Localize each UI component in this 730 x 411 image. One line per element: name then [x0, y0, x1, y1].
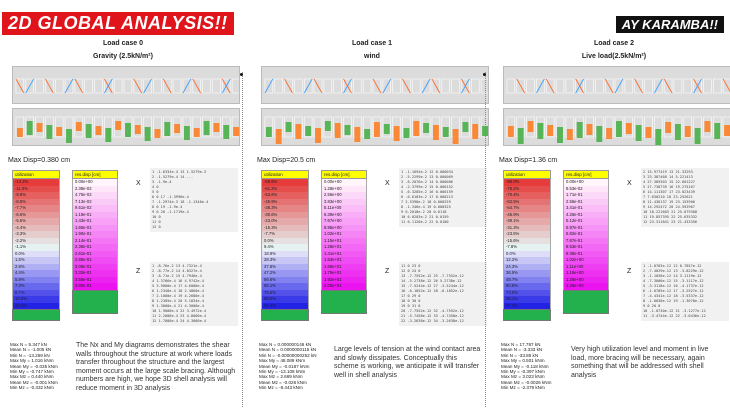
stat-line: Mean My = -0.035 kNm: [10, 363, 58, 369]
structural-model-utilization: [503, 66, 730, 104]
stat-line: Max N = 0.000000146 kN: [259, 342, 312, 347]
table-row: 9 1.3000e-4 21 4.3000e-4: [152, 304, 204, 308]
table-row: 12 0 24 0: [401, 269, 421, 273]
table-row: 10 6.0203e-2 21 0.0159: [401, 215, 449, 219]
legend-cell: 8.7%: [12, 290, 60, 297]
legend-cell: 2.38e-02: [72, 186, 118, 193]
table-row: 4 0: [152, 185, 159, 189]
legend-cell: -46.9%: [503, 212, 551, 219]
legend-cell: -86.0%: [503, 179, 551, 186]
x-reaction-table: [399, 168, 487, 227]
displacement-legend: [72, 170, 118, 314]
legend-cell: 7.67e-01: [563, 238, 609, 245]
table-row: 6 0 17 -1.3996e-4: [152, 195, 189, 199]
legend-cell: 1.79e+01: [321, 270, 367, 277]
stat-line: Min Mz = -0.332 kNm: [10, 385, 54, 391]
case-heading: [312, 37, 432, 63]
page-title: 2D GLOBAL ANALYSIS!!: [2, 12, 234, 35]
table-row: 7 2.5398e-2 18 0.000259: [401, 200, 451, 204]
stat-line: Min My = -0.747 kNm: [10, 369, 54, 375]
stat-line: Mean Mz = -0.0026 kNm: [501, 379, 552, 385]
utilization-legend: [12, 170, 60, 321]
legend-cell: 66.1%: [261, 283, 309, 290]
legend-cell: 1.19e+00: [563, 270, 609, 277]
legend-cell: -38.3%: [261, 205, 309, 212]
legend-cell: 2.61e-01: [72, 251, 118, 258]
stat-line: Min My = -13.108 kNm: [259, 369, 306, 375]
case-load: wind: [364, 53, 380, 60]
legend-cell: -7.7%: [12, 205, 60, 212]
legend-cell: 1.90e-01: [72, 231, 118, 238]
stat-line: Mean My = -0.0187 kNm: [259, 363, 310, 369]
table-row: 11 19.857395 22 25.635332: [643, 215, 698, 219]
analysis-description: Very high utilization level and moment in live load, more bracing will be necessary, again something that will be addressed with shell analysis: [571, 346, 709, 379]
structural-model-utilization: [12, 66, 240, 104]
table-row: 14 -5.2738e-12 26 5.2738e-12: [401, 279, 462, 283]
legend-cell: 0.00e+00: [72, 179, 118, 186]
legend-cell: 8.53e-01: [563, 244, 609, 251]
stat-line: Mean Mz = -0.026 kNm: [259, 379, 307, 385]
stat-line: Max Mz = 0.440 kNm: [10, 374, 54, 380]
legend-cell: -61.2%: [261, 186, 309, 193]
legend-cell: -5.5%: [12, 218, 60, 225]
legend-cell: 1.28e+00: [563, 277, 609, 284]
team-badge: AY KARAMBA!!: [616, 16, 724, 33]
stat-line: Max My = 0.501 kNm: [501, 358, 545, 364]
stat-line: Mean My = -0.118 kNm: [501, 363, 549, 369]
table-row: 8 1.2305e-4 20 5.1834e-4: [152, 299, 204, 303]
legend-cell: 2.38e-01: [72, 244, 118, 251]
legend-cell: 0.00e+00: [321, 179, 367, 186]
legend-cell: -68.8%: [261, 179, 309, 186]
axis-label-x: X: [136, 180, 141, 187]
legend-header: utilization: [503, 170, 551, 179]
table-row: 18 0 30 0: [401, 299, 421, 303]
table-row: 5 3.9000e-4 17 4.6000e-4: [152, 284, 204, 288]
legend-cell: 3.56e-01: [72, 277, 118, 284]
stat-line: Mean N = -1.005 kN: [10, 347, 52, 353]
legend-cell: 11.6%: [12, 303, 60, 310]
z-reaction-table: [399, 262, 487, 326]
table-row: 1 -1.6334e-4 13 1.5279e-3: [152, 170, 207, 174]
table-row: 8 0 19 -1.9e-4: [152, 205, 183, 209]
table-row: 4 -7.3000e-12 15 -3.1117e-12: [643, 279, 704, 283]
legend-cell: 1.11e+00: [563, 264, 609, 271]
table-row: 19 0 31 0: [401, 304, 421, 308]
case-title: Load case 2: [593, 40, 635, 47]
table-row: 3 -1.9e-4: [152, 180, 172, 184]
stat-line: Max Mz = 3.023 kNm: [501, 374, 545, 380]
legend-cell: 24.3%: [503, 264, 551, 271]
legend-cell: 1.41e+01: [321, 251, 367, 258]
table-row: 2 -7.4029e-12 13 -3.8229e-12: [643, 269, 704, 273]
axis-label-z: Z: [627, 268, 632, 275]
analysis-description: Large levels of tension at the wind contact area and slowly dissipates. Conceptually this scheme is working, we anticipate it will transfer well in shell analysis: [334, 346, 481, 379]
table-row: 16 -6.1852e-12 28 -6.1852e-12: [401, 289, 464, 293]
z-reaction-table: [641, 262, 729, 321]
legend-cell: 9.4%: [261, 244, 309, 251]
legend-cell: 9.38e-01: [563, 251, 609, 258]
legend-cell: 1.28e+00: [321, 186, 367, 193]
legend-cell: -7.7%: [261, 231, 309, 238]
legend-cell: 2.14e-01: [72, 238, 118, 245]
displacement-legend: [321, 170, 367, 314]
utilization-legend: [261, 170, 309, 321]
stat-line: Max N = 5.347 kN: [10, 342, 47, 347]
table-row: 7 -1.2974e-3 18 -1.1346e-4: [152, 200, 209, 204]
table-row: 10 -1.0730e-12 21 -3.1277e-12: [643, 309, 706, 313]
axis-label-x: X: [385, 180, 390, 187]
legend-cell: -3.3%: [12, 231, 60, 238]
table-row: 11 0: [152, 220, 161, 224]
case-load: Gravity (2.5kN/m²): [93, 53, 153, 60]
table-row: 5 27.738739 16 19.275167: [643, 185, 695, 189]
force-statistics: [10, 342, 58, 391]
legend-cell: 3.09e-01: [72, 264, 118, 271]
legend-cell: -78.2%: [503, 186, 551, 193]
legend-cell: 47.2%: [261, 270, 309, 277]
table-row: 6 -1.0705e-12 17 -3.2527e-12: [643, 289, 704, 293]
legend-cell: -15.3%: [261, 225, 309, 232]
table-row: 12 23.311841 23 21.433356: [643, 220, 698, 224]
axis-label-z: Z: [136, 268, 141, 275]
table-row: 7 7.630210 18 23.252621: [643, 195, 693, 199]
legend-cell: 10.2%: [12, 296, 60, 303]
legend-cell: 56.6%: [261, 277, 309, 284]
legend-cell: 4.26e-01: [563, 212, 609, 219]
legend-cell: 2.56e-01: [563, 199, 609, 206]
legend-cell: 1.66e+01: [321, 264, 367, 271]
legend-cell: -2.2%: [12, 238, 60, 245]
legend-cell: 6.82e-01: [563, 231, 609, 238]
legend-cell: 4.4%: [12, 270, 60, 277]
legend-cell: -13.2%: [12, 179, 60, 186]
legend-cell: 6.39e+00: [321, 212, 367, 219]
legend-cell: -4.4%: [12, 225, 60, 232]
table-row: 9 14.292472 20 24.592967: [643, 205, 695, 209]
legend-cell: 1.43e-01: [72, 218, 118, 225]
legend-cell: 60.8%: [503, 283, 551, 290]
legend-cell: -70.4%: [503, 192, 551, 199]
structural-model-utilization: [261, 66, 489, 104]
legend-cell: 97.3%: [503, 303, 551, 310]
table-row: 4 -2.3799e-2 15 0.000152: [401, 185, 453, 189]
legend-cell: 9.51e-02: [72, 205, 118, 212]
stat-line: Min My = -0.397 kNm: [501, 369, 545, 375]
separator-dot: [483, 73, 486, 76]
legend-cell: 7.13e-02: [72, 199, 118, 206]
legend-cell: 4.75e-02: [72, 192, 118, 199]
table-row: 1 -1.0703e-12 12 0.7857e-12: [643, 264, 702, 268]
legend-cell: 7.3%: [12, 283, 60, 290]
table-row: 12 1.7000e-4 24 4.3000e-4: [152, 319, 207, 323]
legend-cell: 2.85e-01: [72, 257, 118, 264]
legend-cell: 5.97e-01: [563, 225, 609, 232]
table-row: 13 -7.7552e-12 25 -7.7552e-12: [401, 274, 464, 278]
table-row: 2 -8.77e-2 14 4.8327e-4: [152, 269, 202, 273]
legend-cell: 0.0%: [503, 251, 551, 258]
legend-cell: -39.1%: [503, 218, 551, 225]
legend-cell: 37.8%: [261, 264, 309, 271]
legend-cell: -45.9%: [261, 199, 309, 206]
legend-cell: 28.3%: [261, 257, 309, 264]
legend-cell: 5.12e-01: [563, 218, 609, 225]
legend-cell: 5.8%: [12, 277, 60, 284]
legend-cell: 7.67e+00: [321, 218, 367, 225]
table-row: 1 -1.1694e-2 12 0.000034: [401, 170, 453, 174]
stat-line: Min N = -0.00000000252 kN: [259, 352, 317, 358]
legend-cell: 1.02e+00: [563, 257, 609, 264]
table-row: 8 11.436137 19 23.153906: [643, 200, 695, 204]
table-row: 7 2.1000e-4 19 4.2680e-4: [152, 294, 204, 298]
table-row: 4 27.389303 15 22.601227: [643, 180, 695, 184]
max-displacement: Max Disp=0.380 cm: [8, 157, 71, 164]
stat-line: Min Mz = -8.443 kNm: [259, 385, 303, 391]
table-row: 5 -3.3118e-12 16 -4.1737e-12: [643, 284, 704, 288]
legend-cell: 1.71e-01: [563, 192, 609, 199]
legend-cell: -53.6%: [261, 192, 309, 199]
legend-swatch: [503, 309, 551, 321]
legend-cell: 1.66e-01: [72, 225, 118, 232]
legend-cell: 2.56e+00: [321, 192, 367, 199]
legend-cell: -7.8%: [503, 244, 551, 251]
legend-cell: 3.83e+00: [321, 199, 367, 206]
utilization-legend: [503, 170, 551, 321]
table-row: 1 -8.76e-2 13 4.7321e-4: [152, 264, 202, 268]
separator-dot: [240, 73, 243, 76]
table-row: 6 1.2340e-4 18 2.4860e-4: [152, 289, 204, 293]
table-row: 21 -5.7458e-12 33 -4.7458e-12: [401, 314, 464, 318]
stat-line: Max N = 17.787 kN: [501, 342, 541, 347]
stat-line: Mean Mz = -0.001 kNm: [10, 379, 58, 385]
table-row: 22 -3.2638e-12 34 -3.2638e-12: [401, 319, 464, 323]
legend-cell: -11.0%: [12, 186, 60, 193]
legend-cell: -23.0%: [261, 218, 309, 225]
x-reaction-table: [641, 168, 729, 227]
structural-model-diagram: [503, 108, 730, 146]
table-row: 3 -6.2076e-2 14 0.000086: [401, 180, 453, 184]
table-row: 2 -1.5279e-4 14 ...: [152, 175, 194, 179]
legend-cell: -9.9%: [12, 192, 60, 199]
legend-cell: 1.36e+00: [563, 283, 609, 290]
max-displacement: Max Disp=20.5 cm: [257, 157, 316, 164]
legend-cell: 0.00e+00: [563, 179, 609, 186]
table-row: 2 15.977419 13 21.33293: [643, 170, 693, 174]
legend-cell: 3.33e-01: [72, 270, 118, 277]
legend-cell: 1.92e+01: [321, 277, 367, 284]
legend-swatch: [12, 309, 60, 321]
table-row: 8 -1.0030e-12 19 -1.3070e-12: [643, 299, 704, 303]
case-heading: [63, 37, 183, 63]
legend-cell: -31.3%: [503, 225, 551, 232]
x-reaction-table: [150, 168, 238, 232]
legend-cell: 36.5%: [503, 270, 551, 277]
stat-line: Mean N = -3.333 kN: [501, 347, 543, 353]
legend-cell: 48.7%: [503, 277, 551, 284]
table-row: 6 -6.6103e-2 17 0.000213: [401, 195, 453, 199]
legend-cell: 1.02e+01: [321, 231, 367, 238]
legend-cell: 1.19e-01: [72, 212, 118, 219]
force-statistics: [501, 342, 551, 391]
force-statistics: [259, 342, 317, 391]
structural-model-diagram: [261, 108, 489, 146]
table-row: 11 6.1120e-2 22 0.0180: [401, 220, 449, 224]
table-row: 5 -6.3285e-2 16 0.000159: [401, 190, 453, 194]
legend-cell: 1.28e+01: [321, 244, 367, 251]
table-row: 6 14.111307 17 23.023439: [643, 190, 695, 194]
legend-cell: 1.15e+01: [321, 238, 367, 245]
analysis-description: The Nx and My diagrams demonstrates the shear walls throughout the structure at work where loads transfer throughout the structure and the largest moment occurs at the large scale bracing. Although numbers are high, we hope 3D shell analysis will reduce moment in 3D analysis: [76, 342, 236, 392]
legend-cell: 0.0%: [261, 238, 309, 245]
table-row: 17 0 29 0: [401, 294, 421, 298]
structural-model-diagram: [12, 108, 240, 146]
legend-header: utilization: [261, 170, 309, 179]
table-row: 15 -7.5244e-12 27 -3.5244e-12: [401, 284, 464, 288]
legend-cell: -8.8%: [12, 199, 60, 206]
legend-cell: 0.0%: [12, 251, 60, 258]
table-row: 3 23.387468 14 5.221413: [643, 175, 693, 179]
displacement-legend: [563, 170, 609, 314]
legend-cell: 75.5%: [261, 290, 309, 297]
stat-line: Max My = 1.016 kNm: [10, 358, 54, 364]
legend-cell: 5.11e+00: [321, 205, 367, 212]
legend-header: utilization: [12, 170, 60, 179]
legend-header: res.disp [cm]: [72, 170, 118, 179]
legend-cell: 3.80e-01: [72, 283, 118, 290]
table-row: 9 0 20 -1.1719e-4: [152, 210, 189, 214]
table-row: 10 1.9000e-4 22 3.4972e-4: [152, 309, 207, 313]
legend-header: res.disp [cm]: [321, 170, 367, 179]
table-row: 9 0 20 0: [643, 304, 661, 308]
case-title: Load case 1: [351, 40, 393, 47]
separator-left: [242, 72, 243, 407]
case-title: Load case 0: [102, 40, 144, 47]
table-row: 11 0 23 0: [401, 264, 421, 268]
table-row: 3 -8.71e-2 15 4.7946e-4: [152, 274, 202, 278]
legend-cell: 3.41e-01: [563, 205, 609, 212]
stat-line: Mean N = 0.0000000115 kN: [259, 347, 317, 353]
stat-line: Max My = 48.089 kNm: [259, 358, 306, 364]
legend-swatch: [321, 290, 367, 314]
table-row: 20 -7.7552e-12 32 -4.7552e-12: [401, 309, 464, 313]
table-row: 10 0: [152, 215, 161, 219]
z-reaction-table: [150, 262, 238, 326]
legend-swatch: [72, 290, 118, 314]
legend-cell: 12.2%: [503, 257, 551, 264]
table-row: 11 2.2000e-4 23 4.8000e-4: [152, 314, 207, 318]
legend-cell: 73.0%: [503, 290, 551, 297]
stat-line: Min N = -33.85 kN: [501, 352, 539, 358]
table-row: 11 -3.4744e-12 22 -3.0436e-12: [643, 314, 706, 318]
axis-label-z: Z: [385, 268, 390, 275]
legend-cell: 8.53e-02: [563, 186, 609, 193]
table-row: 8 -1.346e-4 19 0.000325: [401, 205, 451, 209]
table-row: 12 0: [152, 225, 161, 229]
legend-cell: -54.7%: [503, 205, 551, 212]
case-load: Live load(2.5kN/m²): [581, 53, 647, 60]
legend-cell: -1.1%: [12, 244, 60, 251]
case-heading: [554, 37, 674, 63]
stat-line: Max Mz = 2.669 kNm: [259, 374, 303, 380]
stat-line: Min Mz = -2.379 kNm: [501, 385, 545, 391]
max-displacement: Max Disp=1.36 cm: [499, 157, 558, 164]
table-row: 10 18.221603 21 25.079308: [643, 210, 698, 214]
legend-cell: 85.0%: [261, 296, 309, 303]
table-row: 5 0: [152, 190, 159, 194]
legend-cell: 2.9%: [12, 264, 60, 271]
table-row: 7 -4.4341e-12 18 -3.5337e-12: [643, 294, 704, 298]
legend-cell: 8.95e+00: [321, 225, 367, 232]
table-row: 3 -1.1030e-12 14 3.1119e-12: [643, 274, 702, 278]
legend-cell: 1.5%: [12, 257, 60, 264]
table-row: 4 1.3766e-4 16 4.9742e-4: [152, 279, 204, 283]
legend-cell: 18.9%: [261, 251, 309, 258]
legend-cell: 2.05e+01: [321, 283, 367, 290]
legend-cell: 1.53e+01: [321, 257, 367, 264]
legend-cell: 94.4%: [261, 303, 309, 310]
stat-line: Min N = -13.269 kN: [10, 352, 50, 358]
legend-swatch: [563, 290, 609, 314]
legend-cell: 85.1%: [503, 296, 551, 303]
separator-right: [485, 72, 486, 407]
table-row: 9 6.2018e-2 20 0.0118: [401, 210, 447, 214]
legend-cell: -30.6%: [261, 212, 309, 219]
axis-label-x: X: [627, 180, 632, 187]
legend-swatch: [261, 309, 309, 321]
table-row: 2 -5.2299e-2 13 0.000069: [401, 175, 453, 179]
legend-cell: -6.6%: [12, 212, 60, 219]
legend-header: res.disp [cm]: [563, 170, 609, 179]
legend-cell: -23.5%: [503, 231, 551, 238]
legend-cell: -62.5%: [503, 199, 551, 206]
legend-cell: -15.6%: [503, 238, 551, 245]
